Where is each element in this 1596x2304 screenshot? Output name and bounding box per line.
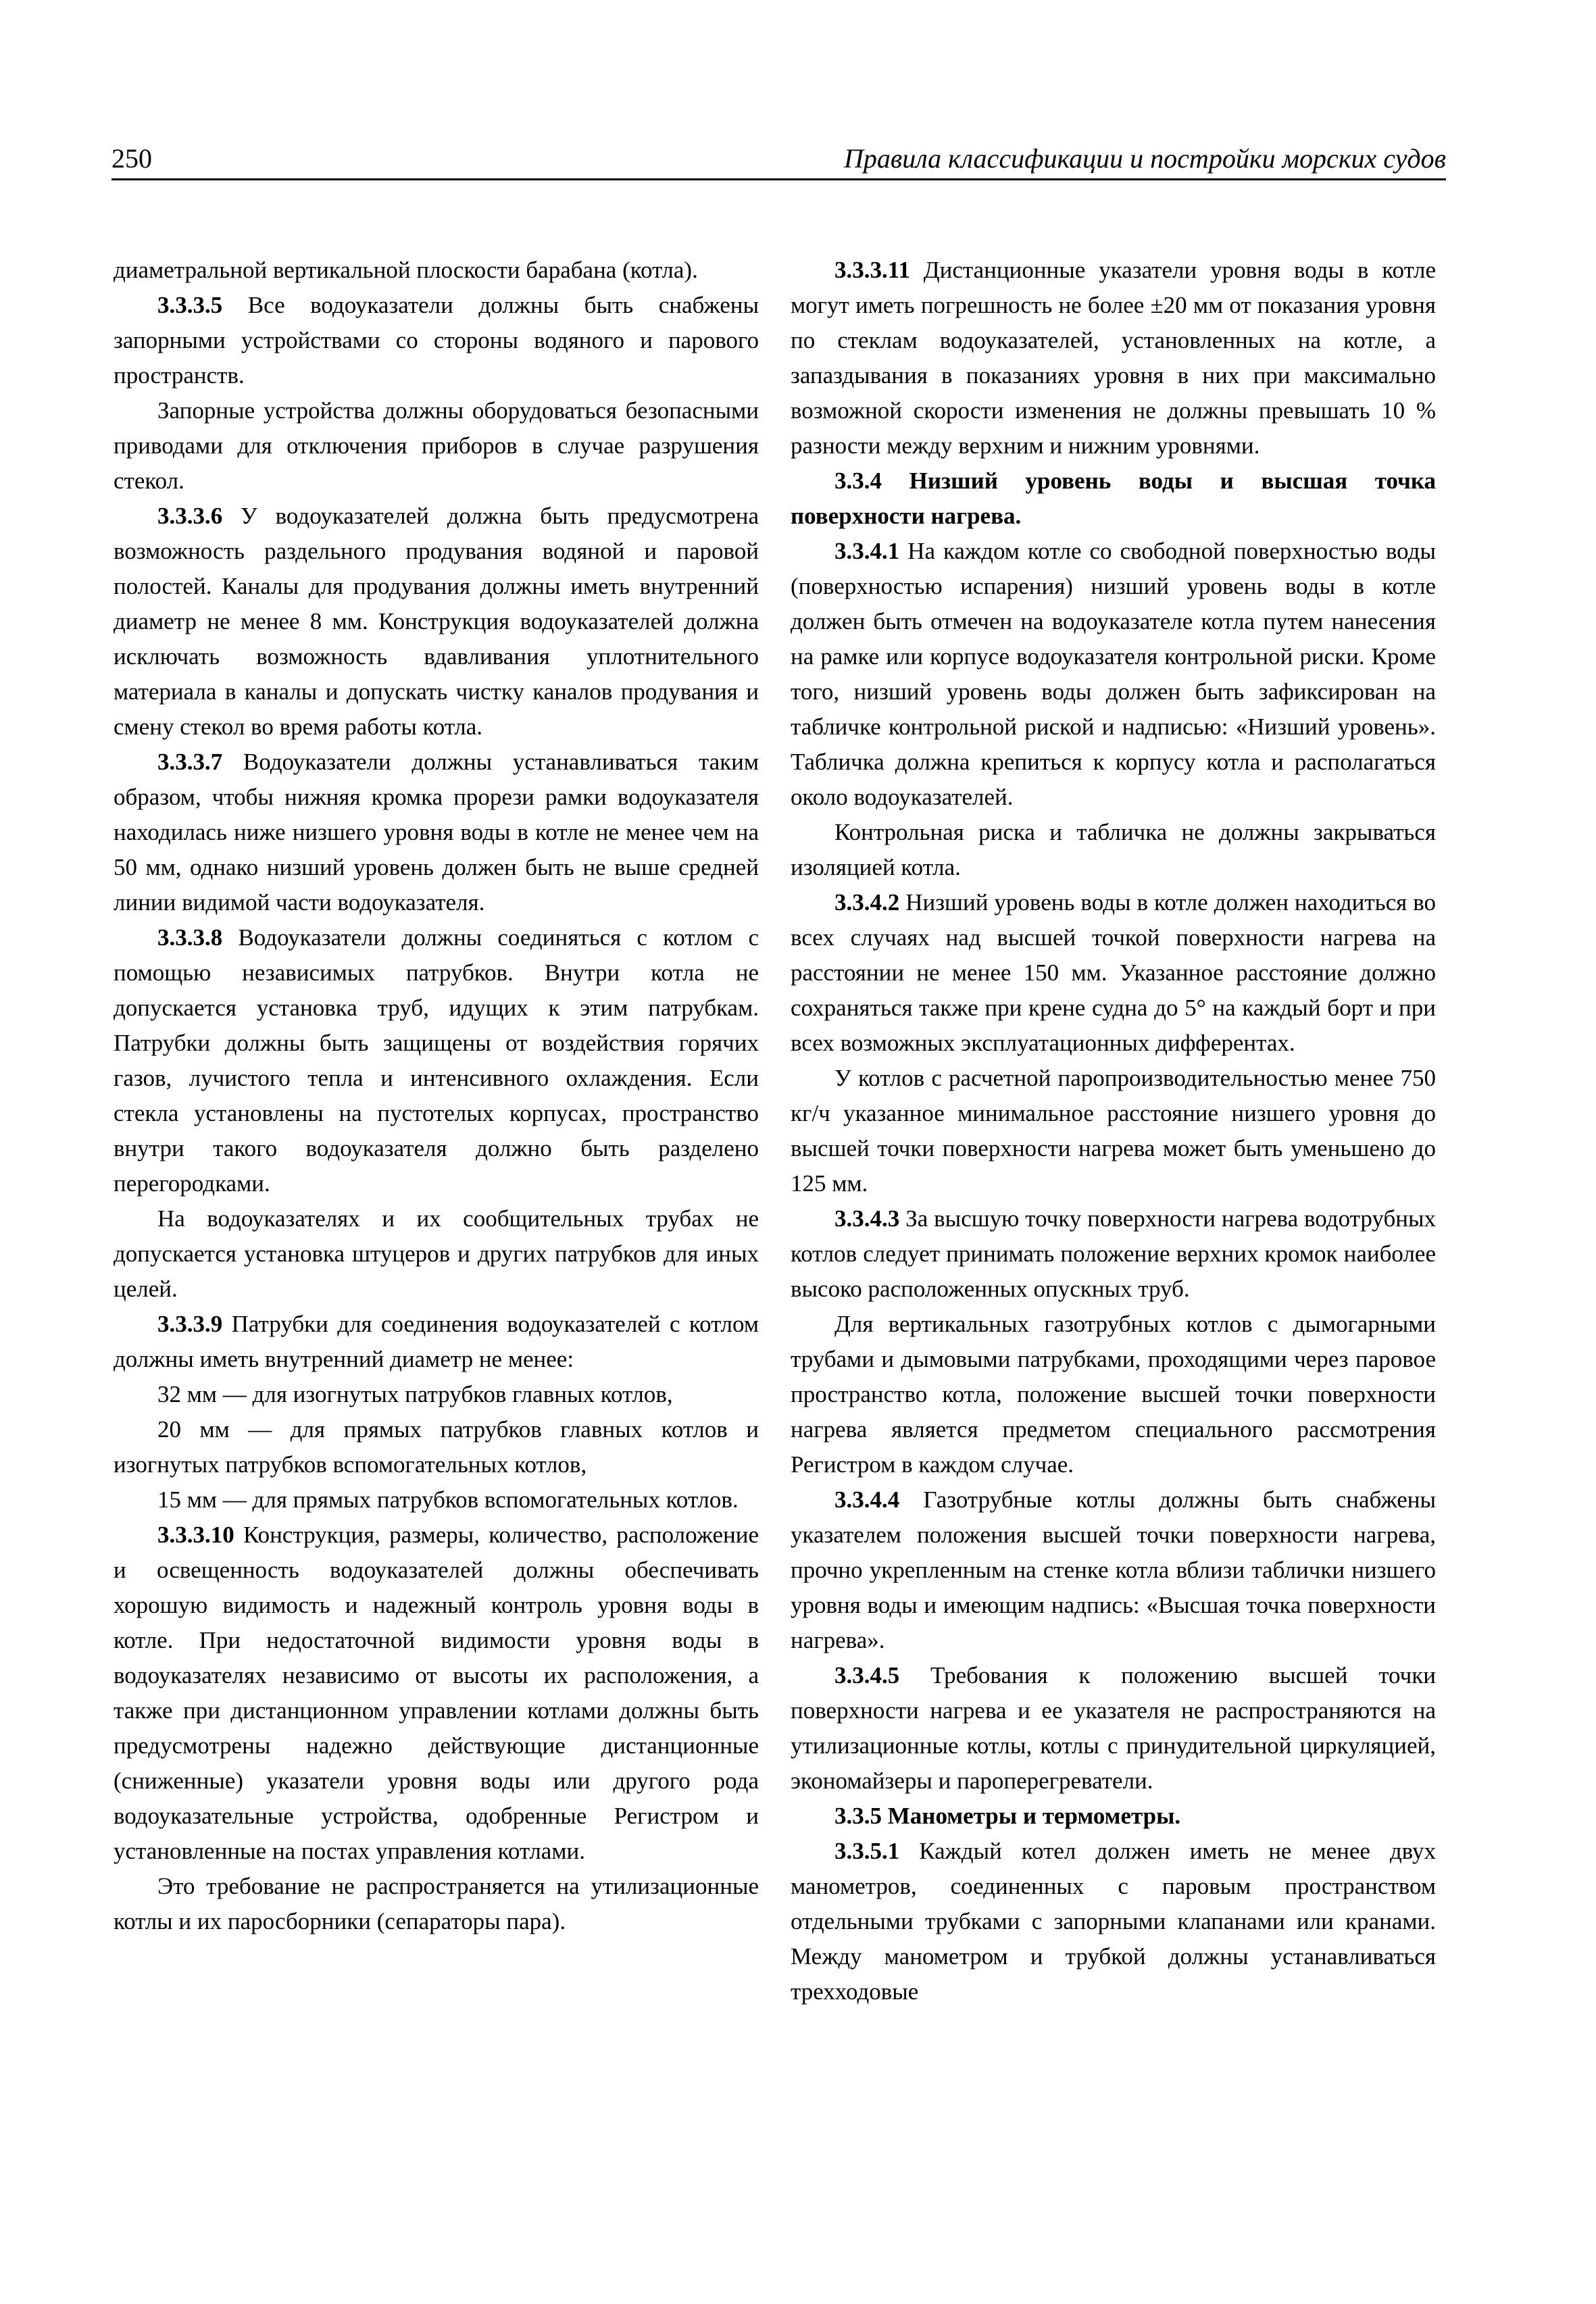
paragraph-text: Низший уровень воды и высшая точка поверхности нагрева. <box>791 468 1436 529</box>
paragraph-text: На каждом котле со свободной поверхностью воды (поверхностью испарения) низший уровень воды в котле должен быть отмечен на водоуказателе котла путем нанесения на рамке или корпусе водоуказателя контрольной риски. Кроме того, низший уровень воды должен быть зафиксирован на табличке контрольной риской и надписью: «Низший уровень». Табличка должна крепиться к корпусу котла и располагаться около водоуказателей. <box>791 538 1436 810</box>
paragraph-text: Требования к положению высшей точки поверхности нагрева и ее указателя не распространяются на утилизационные котлы, котлы с принудительной циркуляцией, экономайзеры и пароперегреватели. <box>791 1662 1436 1794</box>
page-header <box>111 143 1446 180</box>
paragraph <box>114 499 759 745</box>
paragraph <box>114 288 759 393</box>
paragraph <box>791 1061 1436 1201</box>
paragraph-text: Патрубки для соединения водоуказателей с котлом должны иметь внутренний диаметр не менее: <box>114 1311 759 1372</box>
paragraph <box>791 1834 1436 2009</box>
paragraph <box>114 745 759 920</box>
paragraph <box>114 1412 759 1482</box>
clause-number: 3.3.4.3 <box>834 1205 900 1232</box>
paragraph-text: диаметральной вертикальной плоскости барабана (котла). <box>114 257 698 283</box>
paragraph-text: Запорные устройства должны оборудоваться безопасными приводами для отключения приборов в случае разрушения стекол. <box>114 397 759 494</box>
paragraph <box>791 1658 1436 1799</box>
paragraph-text: Конструкция, размеры, количество, расположение и освещенность водоуказателей должны обеспечивать хорошую видимость и надежный контроль уровня воды в котле. При недостаточной видимости уровня воды в водоуказателях независимо от высоты их расположения, а также при дистанционном управлении котлами должны быть предусмотрены надежно действующие дистанционные (сниженные) указатели уровня воды или другого рода водоуказательные устройства, одобренные Регистром и установленные на постах управления котлами. <box>114 1522 759 1864</box>
paragraph-text: На водоуказателях и их сообщительных трубах не допускается установка штуцеров и других патрубков для иных целей. <box>114 1205 759 1302</box>
paragraph-text: Низший уровень воды в котле должен находиться во всех случаях над высшей точкой поверхности нагрева на расстоянии не менее 150 мм. Указанное расстояние должно сохраняться также при крене судна до 5° на каждый борт и при всех возможных эксплуатационных дифферентах. <box>791 889 1436 1056</box>
clause-number: 3.3.4.2 <box>834 889 900 916</box>
page-number: 250 <box>111 143 152 174</box>
clause-number: 3.3.3.5 <box>157 292 223 318</box>
paragraph <box>791 1307 1436 1482</box>
paragraph <box>114 393 759 499</box>
paragraph-text: У котлов с расчетной паропроизводительностью менее 750 кг/ч указанное минимальное расстояние низшего уровня до высшей точки поверхности нагрева может быть уменьшено до 125 мм. <box>791 1065 1436 1197</box>
paragraph-text: Водоуказатели должны соединяться с котлом с помощью независимых патрубков. Внутри котла не допускается установка труб, идущих к этим патрубкам. Патрубки должны быть защищены от воздействия горячих газов, лучистого тепла и интенсивного охлаждения. Если стекла установлены на пустотелых корпусах, пространство внутри такого водоуказателя должно быть разделено перегородками. <box>114 924 759 1197</box>
paragraph <box>114 1518 759 1869</box>
clause-number: 3.3.3.8 <box>157 924 223 951</box>
paragraph <box>114 1201 759 1307</box>
paragraph <box>791 1201 1436 1307</box>
paragraph <box>791 1482 1436 1658</box>
paragraph-text: 20 мм — для прямых патрубков главных котлов и изогнутых патрубков вспомогательных котлов, <box>114 1416 759 1478</box>
running-title: Правила классификации и постройки морских судов <box>843 143 1446 174</box>
paragraph <box>791 885 1436 1061</box>
paragraph-text: Водоуказатели должны устанавливаться таким образом, чтобы нижняя кромка прорези рамки водоуказателя находилась ниже низшего уровня воды в котле не менее чем на 50 мм, однако низший уровень должен быть не выше средней линии видимой части водоуказателя. <box>114 749 759 916</box>
paragraph-text: Для вертикальных газотрубных котлов с дымогарными трубами и дымовыми патрубками, проходящими через паровое пространство котла, положение высшей точки поверхности нагрева является предметом специального рассмотрения Регистром в каждом случае. <box>791 1311 1436 1478</box>
clause-number: 3.3.4.1 <box>834 538 900 564</box>
paragraph-text: 15 мм — для прямых патрубков вспомогательных котлов. <box>157 1486 739 1513</box>
section-heading <box>791 1799 1436 1834</box>
clause-number: 3.3.3.11 <box>834 257 910 283</box>
paragraph <box>114 1307 759 1377</box>
paragraph-text: Это требование не распространяется на утилизационные котлы и их паросборники (сепараторы пара). <box>114 1873 759 1934</box>
left-column <box>114 253 759 1939</box>
paragraph <box>114 920 759 1201</box>
clause-number: 3.3.3.7 <box>157 749 223 775</box>
section-heading <box>791 464 1436 534</box>
paragraph-text: Газотрубные котлы должны быть снабжены указателем положения высшей точки поверхности нагрева, прочно укрепленным на стенке котла вблизи таблички низшего уровня воды и имеющим надпись: «Высшая точка поверхности нагрева». <box>791 1486 1436 1653</box>
paragraph-text: Все водоуказатели должны быть снабжены запорными устройствами со стороны водяного и парового пространств. <box>114 292 759 389</box>
clause-number: 3.3.4.5 <box>834 1662 900 1688</box>
clause-number: 3.3.4 <box>834 468 882 494</box>
paragraph <box>791 534 1436 815</box>
paragraph <box>114 253 759 288</box>
clause-number: 3.3.3.9 <box>157 1311 223 1337</box>
paragraph-text: За высшую точку поверхности нагрева водотрубных котлов следует принимать положение верхних кромок наиболее высоко расположенных опускных труб. <box>791 1205 1436 1302</box>
clause-number: 3.3.5.1 <box>834 1838 900 1864</box>
paragraph <box>114 1869 759 1939</box>
paragraph <box>791 253 1436 464</box>
paragraph-text: Каждый котел должен иметь не менее двух манометров, соединенных с паровым пространством отдельными трубками с запорными клапанами или кранами. Между манометром и трубкой должны устанавливаться трехходовые <box>791 1838 1436 2005</box>
paragraph <box>114 1377 759 1412</box>
clause-number: 3.3.3.6 <box>157 503 223 529</box>
paragraph-text: Манометры и термометры. <box>882 1803 1181 1829</box>
clause-number: 3.3.4.4 <box>834 1486 900 1513</box>
clause-number: 3.3.5 <box>834 1803 882 1829</box>
paragraph <box>791 815 1436 885</box>
clause-number: 3.3.3.10 <box>157 1522 234 1548</box>
right-column <box>791 253 1436 2009</box>
paragraph <box>114 1482 759 1518</box>
paragraph-text: У водоуказателей должна быть предусмотрена возможность раздельного продувания водяной и паровой полостей. Каналы для продувания должны иметь внутренний диаметр не менее 8 мм. Конструкция водоуказателей должна исключать возможность вдавливания уплотнительного материала в каналы и допускать чистку каналов продувания и смену стекол во время работы котла. <box>114 503 759 740</box>
paragraph-text: Дистанционные указатели уровня воды в котле могут иметь погрешность не более ±20 мм от показания уровня по стеклам водоуказателей, установленных на котле, а запаздывания в показаниях уровня в них при максимально возможной скорости изменения не должны превышать 10 % разности между верхним и нижним уровнями. <box>791 257 1436 459</box>
paragraph-text: Контрольная риска и табличка не должны закрываться изоляцией котла. <box>791 819 1436 880</box>
paragraph-text: 32 мм — для изогнутых патрубков главных котлов, <box>157 1381 673 1407</box>
